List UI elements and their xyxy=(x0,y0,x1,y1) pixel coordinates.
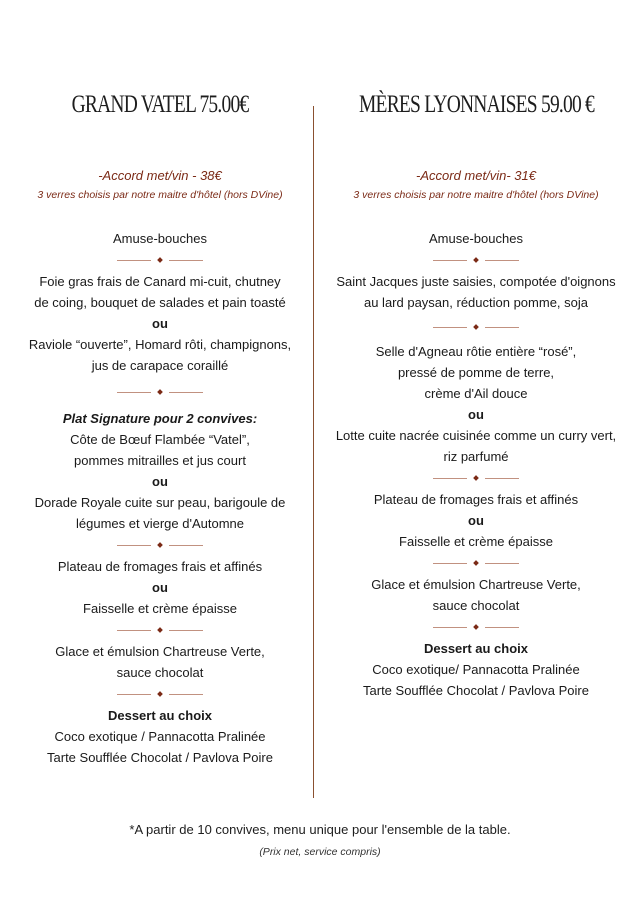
starter-line: de coing, bouquet de salades et pain toasté xyxy=(34,295,286,310)
ornament-divider xyxy=(326,616,626,638)
or-label: ou xyxy=(152,316,168,331)
ornament-divider xyxy=(10,249,310,271)
starter-line: jus de carapace coraillé xyxy=(91,358,229,373)
main-line: pommes mitrailles et jus court xyxy=(74,453,246,468)
main-line: Côte de Bœuf Flambée “Vatel”, xyxy=(70,432,250,447)
dessert-line: Coco exotique/ Pannacotta Pralinée xyxy=(372,662,580,677)
main-line: Dorade Royale cuite sur peau, barigoule de xyxy=(34,495,286,510)
menu-title: GRAND VATEL 75.00€ xyxy=(71,91,249,118)
dessert-line: Coco exotique / Pannacotta Pralinée xyxy=(54,729,266,744)
wine-pairing xyxy=(326,167,626,203)
main-line: riz parfumé xyxy=(443,449,509,464)
or-label: ou xyxy=(468,407,484,422)
dessert-line: Tarte Soufflée Chocolat / Pavlova Poire xyxy=(47,750,273,765)
wine-pairing xyxy=(10,167,310,203)
menu-title: MÈRES LYONNAISES 59.00 € xyxy=(359,91,595,118)
ice-cream-line: sauce chocolat xyxy=(116,665,204,680)
ornament-divider xyxy=(10,619,310,641)
starter-line: Saint Jacques juste saisies, compotée d'oignons xyxy=(336,274,616,289)
main-line: légumes et vierge d'Automne xyxy=(76,516,244,531)
starter-line: Foie gras frais de Canard mi-cuit, chutney xyxy=(39,274,281,289)
main-line: Lotte cuite nacrée cuisinée comme un curry vert, xyxy=(335,428,617,443)
ice-cream-line: Glace et émulsion Chartreuse Verte, xyxy=(371,577,581,592)
cheese-line: Plateau de fromages frais et affinés xyxy=(373,492,579,507)
ice-cream-line: Glace et émulsion Chartreuse Verte, xyxy=(55,644,265,659)
dessert-title: Dessert au choix xyxy=(423,641,529,656)
menu-courses xyxy=(326,228,626,701)
ornament-divider xyxy=(326,552,626,574)
starter-line: au lard paysan, réduction pomme, soja xyxy=(363,295,588,310)
wine-pairing-price: -Accord met/vin - 38€ xyxy=(98,168,222,183)
main-line: pressé de pomme de terre, xyxy=(397,365,555,380)
ornament-divider xyxy=(10,683,310,705)
cheese-line: Faisselle et crème épaisse xyxy=(83,601,237,616)
main-line: Selle d'Agneau rôtie entière “rosé”, xyxy=(375,344,577,359)
amuse-bouches: Amuse-bouches xyxy=(113,231,207,246)
ornament-divider xyxy=(326,249,626,271)
ornament-divider xyxy=(10,534,310,556)
ornament-divider xyxy=(326,313,626,341)
ornament-divider xyxy=(326,467,626,489)
amuse-bouches: Amuse-bouches xyxy=(429,231,523,246)
wine-pairing-price: -Accord met/vin- 31€ xyxy=(416,168,536,183)
menu-courses xyxy=(10,228,310,768)
signature-dish-title: Plat Signature pour 2 convives: xyxy=(62,411,258,426)
main-line: crème d'Ail douce xyxy=(424,386,528,401)
or-label: ou xyxy=(468,513,484,528)
dessert-title: Dessert au choix xyxy=(107,708,213,723)
dessert-line: Tarte Soufflée Chocolat / Pavlova Poire xyxy=(363,683,589,698)
cheese-line: Faisselle et crème épaisse xyxy=(399,534,553,549)
group-note: *A partir de 10 convives, menu unique pour l'ensemble de la table. xyxy=(129,822,511,837)
column-divider xyxy=(313,106,314,798)
price-note: (Prix net, service compris) xyxy=(259,846,381,858)
wine-pairing-description: 3 verres choisis par notre maitre d'hôtel (hors DVine) xyxy=(37,189,283,201)
cheese-line: Plateau de fromages frais et affinés xyxy=(57,559,263,574)
wine-pairing-description: 3 verres choisis par notre maitre d'hôtel (hors DVine) xyxy=(353,189,599,201)
or-label: ou xyxy=(152,474,168,489)
ornament-divider xyxy=(10,376,310,408)
starter-line: Raviole “ouverte”, Homard rôti, champignons, xyxy=(28,337,292,352)
ice-cream-line: sauce chocolat xyxy=(432,598,520,613)
or-label: ou xyxy=(152,580,168,595)
